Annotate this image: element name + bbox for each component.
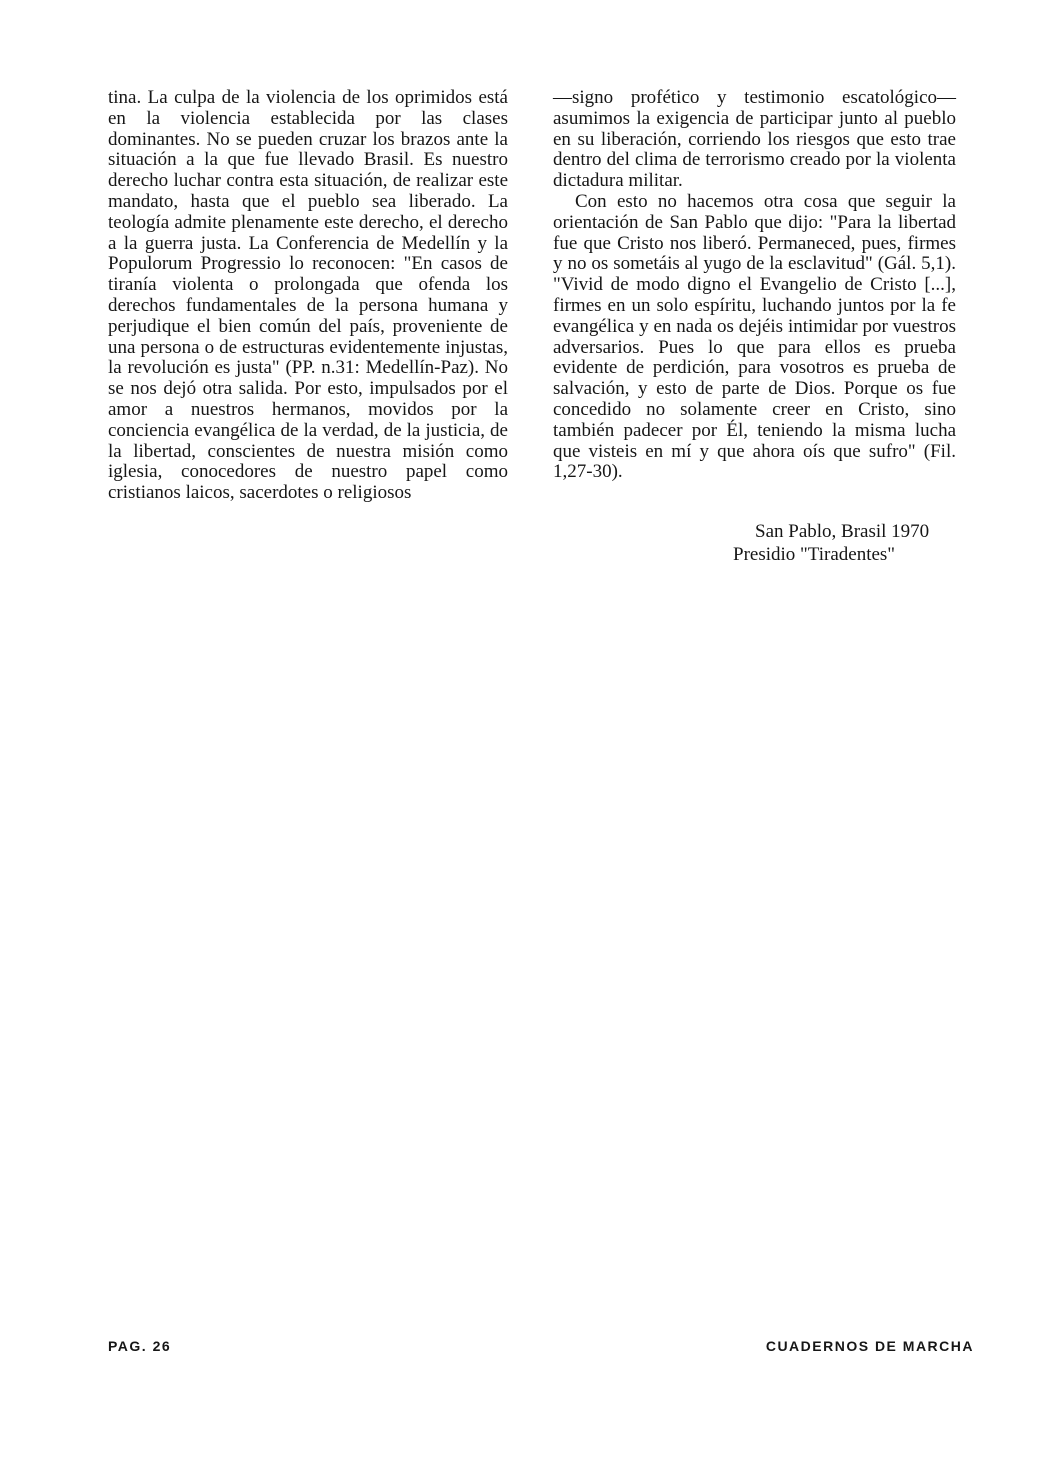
right-column xyxy=(553,88,956,483)
signature-place-date: San Pablo, Brasil 1970 xyxy=(755,521,930,542)
left-column-paragraph-1: tina. La culpa de la violencia de los oprimidos está en la violencia establecida por las clases dominantes. No se pueden cruzar los brazos ante la situación a la que fue llevado Brasil. Es nuestro derecho luchar contra esta situación, de realizar este mandato, hasta que el pueblo sea liberado. La teología admite plenamente este derecho, el derecho a la guerra justa. La Conferencia de Medellín y la Populorum Progressio lo reconocen: "En casos de tiranía violenta o prolongada que ofenda los derechos fundamentales de la persona humana y perjudique el bien común del país, proveniente de una persona o de estructuras evidentemente injustas, la revolución es justa" (PP. n.31: Medellín-Paz). No se nos dejó otra salida. Por esto, impulsados por el amor a nuestros hermanos, movidos por la conciencia evangélica de la verdad, de la justicia, de la libertad, conscientes de nuestra misión como iglesia, conocedores de nuestro papel como cristianos laicos, sacerdotes o religiosos xyxy=(108,87,508,504)
left-column xyxy=(108,88,508,504)
right-column-paragraph-1: —signo profético y testimonio escatológico— asumimos la exigencia de participar junto al pueblo en su liberación, corriendo los riesgos que esto trae dentro del clima de terrorismo creado por la violenta dictadura militar. xyxy=(553,87,956,192)
signature-location: Presidio "Tiradentes" xyxy=(733,544,896,565)
right-column-paragraph-2: Con esto no hacemos otra cosa que seguir la orientación de San Pablo que dijo: "Para la libertad fue que Cristo nos liberó. Permaneced, pues, firmes y no os sometáis al yugo de la esclavitud" (Gál. 5,1). "Vivid de modo digno el Evangelio de Cristo [...], firmes en un solo espíritu, luchando juntos por la fe evangélica y en nada os dejéis intimidar por vuestros adversarios. Pues lo que para ellos es prueba evidente de perdición, para vosotros es prueba de salvación, y esto de parte de Dios. Porque os fue concedido no solamente creer en Cristo, sino también padecer por Él, teniendo la misma lucha que visteis en mí y que ahora oís que sufro" (Fil. 1,27-30). xyxy=(553,190,956,483)
publication-name: CUADERNOS DE MARCHA xyxy=(765,1338,974,1354)
page-number: PAG. 26 xyxy=(108,1338,172,1354)
